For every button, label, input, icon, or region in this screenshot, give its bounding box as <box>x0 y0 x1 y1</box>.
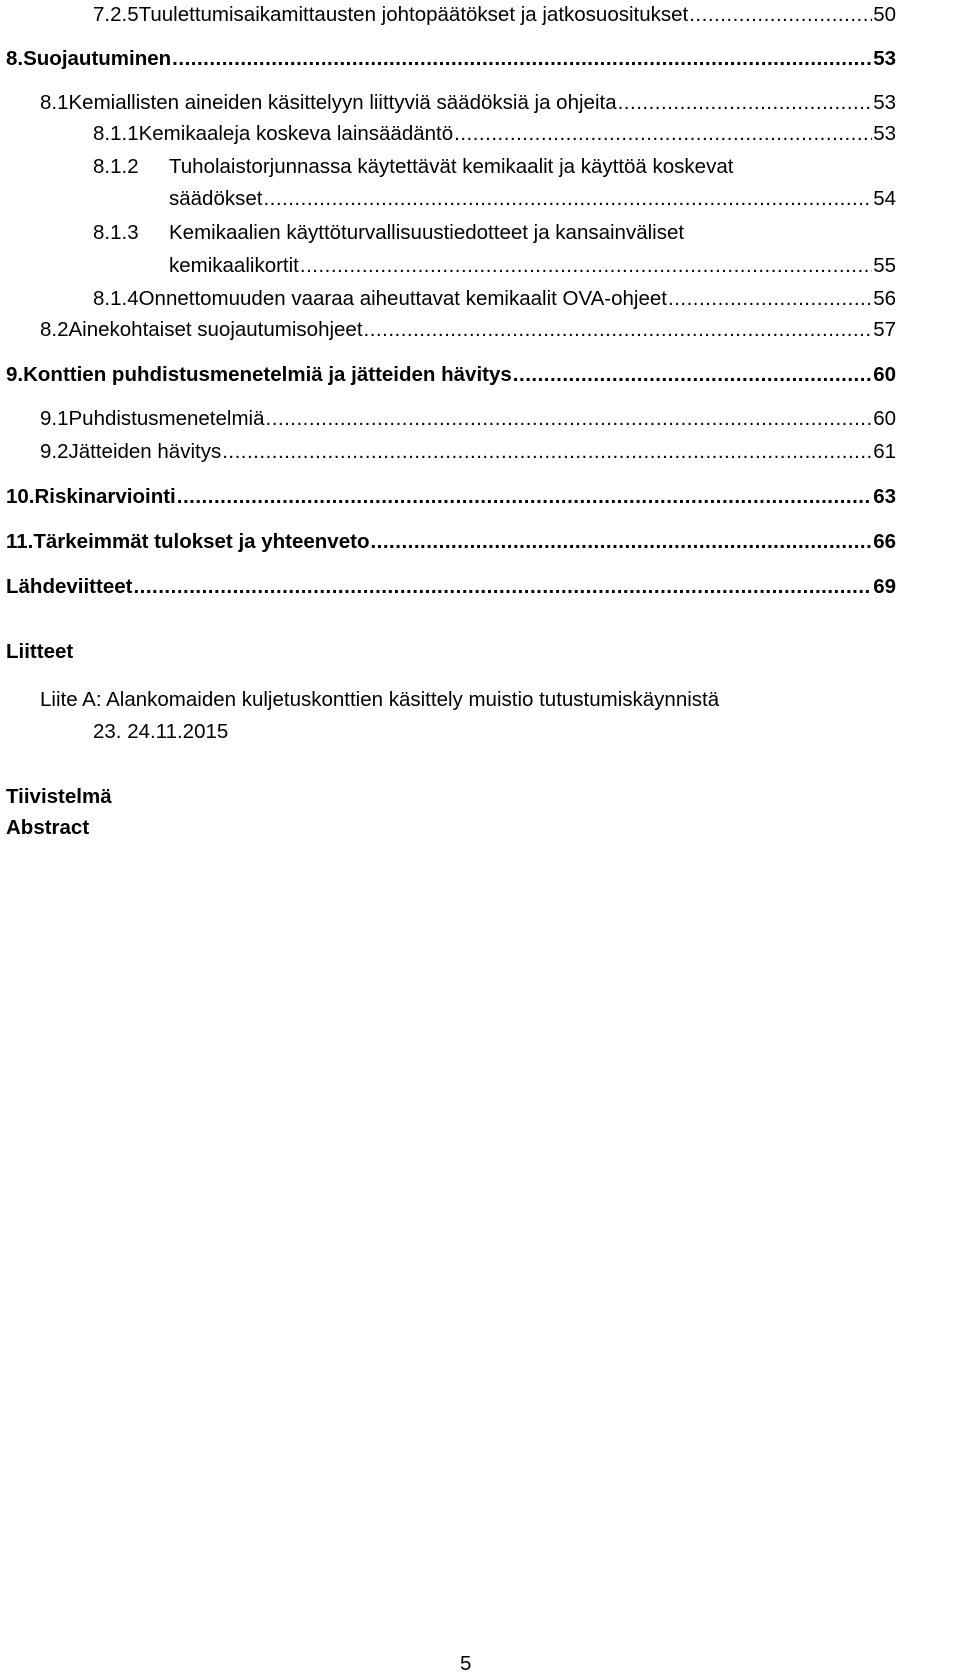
toc-entry-11 <box>6 530 896 554</box>
toc-number: 8.1.3 <box>93 221 139 244</box>
page-number: 5 <box>460 1652 472 1675</box>
abstract-heading: Abstract <box>6 816 90 839</box>
toc-title-continued: säädökset <box>169 187 263 210</box>
appendix-a-line2: 23. 24.11.2015 <box>93 720 229 743</box>
toc-page: 66 <box>873 530 896 553</box>
toc-number: 9. <box>6 363 24 386</box>
appendix-a-line1: Liite A: Alankomaiden kuljetuskonttien käsittely muistio tutustumiskäynnistä <box>40 688 720 711</box>
toc-number: 8.1.2 <box>93 155 139 178</box>
toc-page: 69 <box>873 575 896 598</box>
toc-number: 8.2 <box>40 318 69 341</box>
toc-page: 61 <box>873 440 896 463</box>
toc-page: 53 <box>873 91 896 114</box>
toc-entry-8-1-1 <box>93 122 896 146</box>
toc-title: Riskinarviointi <box>34 485 176 508</box>
toc-page: 53 <box>873 47 896 70</box>
appendices-heading: Liitteet <box>6 640 74 663</box>
toc-page: 55 <box>873 254 896 277</box>
toc-entry-9 <box>6 363 896 387</box>
toc-title: Konttien puhdistusmenetelmiä ja jätteiden hävitys <box>23 363 512 386</box>
toc-entry-7-2-5 <box>93 3 896 27</box>
toc-entry-8-1-3-line2 <box>169 254 896 278</box>
toc-number: 8.1 <box>40 91 69 114</box>
toc-number: 9.2 <box>40 440 69 463</box>
toc-title: Kemiallisten aineiden käsittelyyn liittyviä säädöksiä ja ohjeita <box>68 91 617 114</box>
toc-title: Kemikaaleja koskeva lainsäädäntö <box>138 122 454 145</box>
toc-entry-9-1 <box>40 407 896 431</box>
toc-entry-8-1-2-line2 <box>169 187 896 211</box>
toc-number: 8.1.4 <box>93 287 139 310</box>
toc-title: Tuulettumisaikamittausten johtopäätökset ja jatkosuositukset <box>138 3 689 26</box>
toc-entry-lahdeviitteet <box>6 575 896 599</box>
toc-page: 54 <box>873 187 896 210</box>
toc-entry-10 <box>6 485 896 509</box>
toc-page: 60 <box>873 407 896 430</box>
toc-entry-8-1-2-line1 <box>93 155 733 179</box>
toc-number: 10. <box>6 485 35 508</box>
toc-page: 56 <box>873 287 896 310</box>
toc-title: Ainekohtaiset suojautumisohjeet <box>68 318 363 341</box>
toc-entry-8-1 <box>40 91 896 115</box>
toc-title: Puhdistusmenetelmiä <box>68 407 265 430</box>
toc-number: 7.2.5 <box>93 3 139 26</box>
toc-page: 50 <box>873 3 896 26</box>
toc-title-continued: kemikaalikortit <box>169 254 299 277</box>
toc-title: Suojautuminen <box>23 47 172 70</box>
toc-number: 9.1 <box>40 407 69 430</box>
toc-title: Tuholaistorjunnassa käytettävät kemikaalit ja käyttöä koskevat <box>169 155 734 178</box>
toc-number: 8.1.1 <box>93 122 139 145</box>
toc-page: 53 <box>873 122 896 145</box>
toc-title: Kemikaalien käyttöturvallisuustiedotteet ja kansainväliset <box>169 221 685 244</box>
toc-title: Onnettomuuden vaaraa aiheuttavat kemikaalit OVA-ohjeet <box>138 287 667 310</box>
toc-page: 57 <box>873 318 896 341</box>
toc-title: Tärkeimmät tulokset ja yhteenveto <box>33 530 370 553</box>
toc-title: Lähdeviitteet <box>6 575 133 598</box>
toc-entry-8 <box>6 47 896 71</box>
toc-entry-8-1-3-line1 <box>93 221 684 245</box>
toc-page: 60 <box>873 363 896 386</box>
tiivistelma-heading: Tiivistelmä <box>6 785 112 808</box>
toc-page: 63 <box>873 485 896 508</box>
toc-number: 8. <box>6 47 24 70</box>
toc-entry-9-2 <box>40 440 896 464</box>
toc-entry-8-1-4 <box>93 287 896 311</box>
toc-entry-8-2 <box>40 318 896 342</box>
toc-title: Jätteiden hävitys <box>68 440 222 463</box>
toc-number: 11. <box>6 530 34 553</box>
